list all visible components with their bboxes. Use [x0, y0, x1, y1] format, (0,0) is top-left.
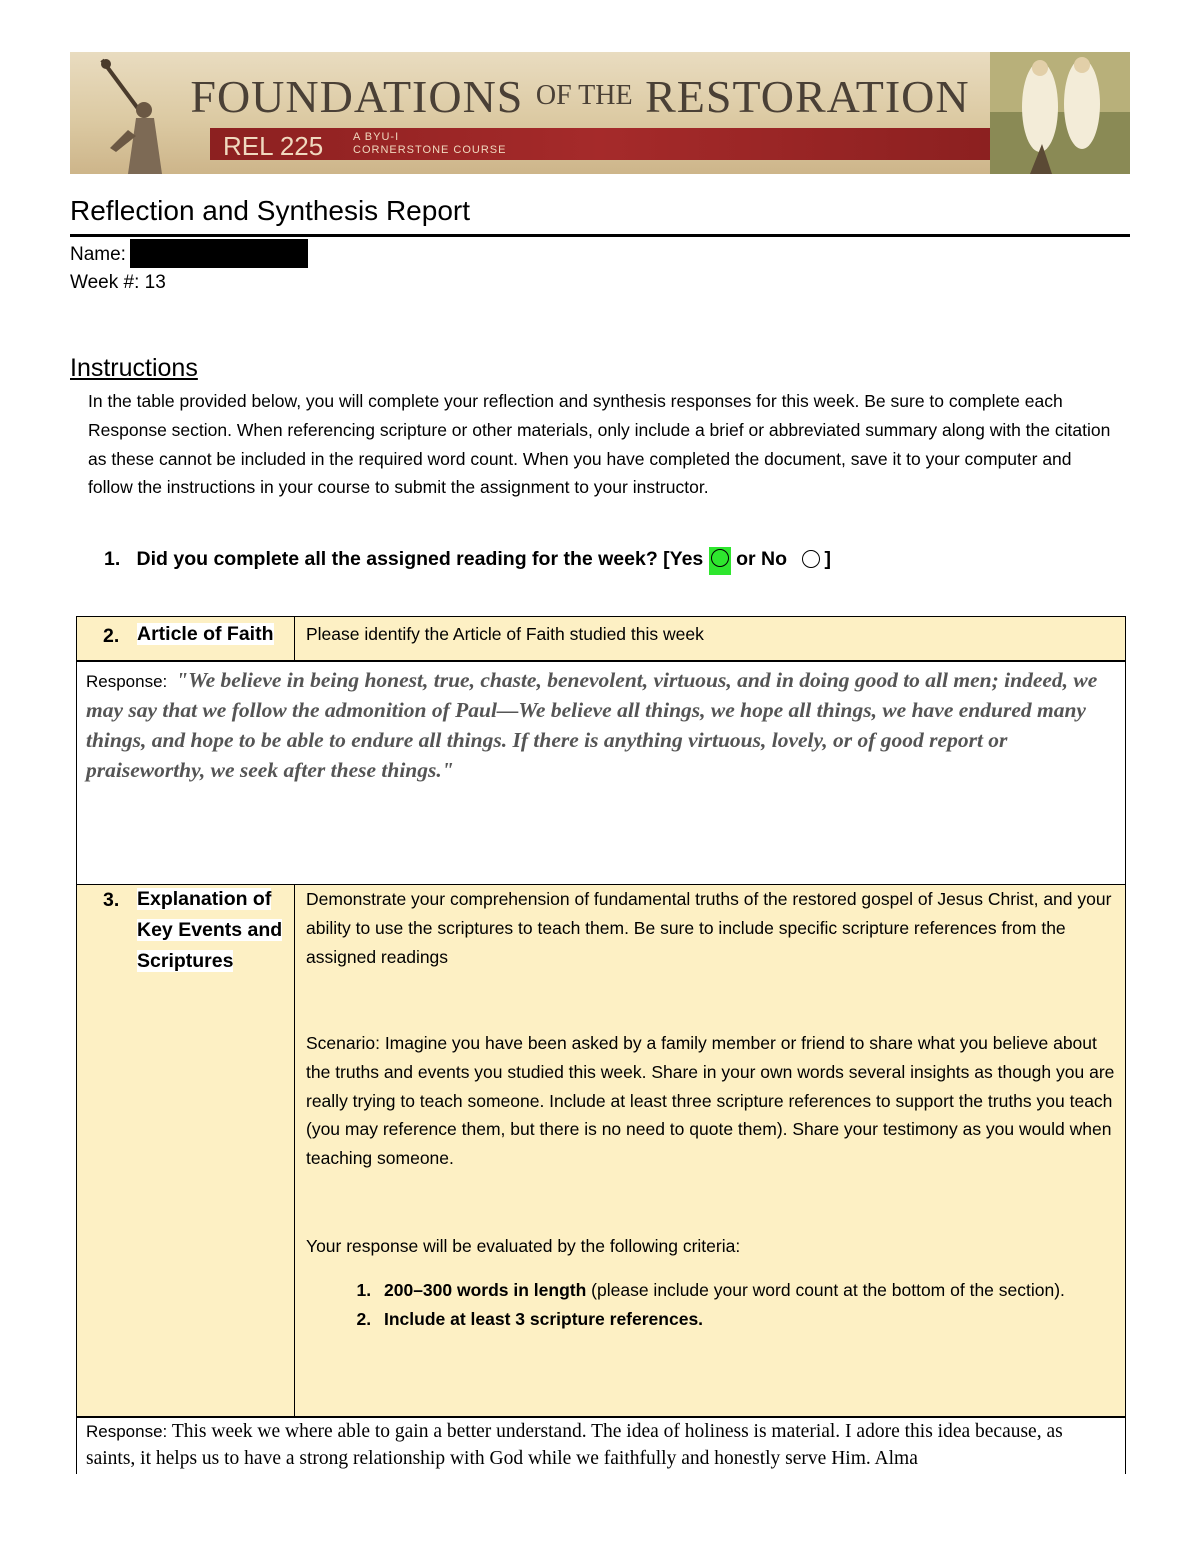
- redacted-name-box: [130, 239, 308, 268]
- section3-label-line2: Key Events and: [137, 919, 283, 941]
- section3-response: [86, 1418, 1116, 1472]
- section2-number: 2.: [103, 625, 120, 647]
- title-divider: [70, 234, 1130, 237]
- section2-label: [137, 619, 274, 650]
- section2-prompt: Please identify the Article of Faith studied this week: [306, 624, 704, 644]
- course-tag: [353, 131, 506, 157]
- section3-label-cell: [76, 884, 296, 1418]
- no-radio[interactable]: [802, 550, 820, 568]
- section3-criteria-list: [306, 1276, 1096, 1334]
- question-1: [104, 547, 831, 575]
- section3-response-label: Response:: [86, 1422, 168, 1441]
- section2-prompt-cell: [294, 616, 1126, 662]
- banner-title-restoration: RESTORATION: [645, 71, 970, 122]
- banner-title: [180, 70, 980, 123]
- section3-scenario-text: Imagine you have been asked by a family member or friend to share what you believe about the truths and events you studied this week. Share in your own words several insights as though you are really trying to teach someone. Include at least three scripture references to support the truths you teach (you may reference them, but there is no need to quote them). Share your testimony as you would when teaching someone.: [306, 1033, 1115, 1169]
- section3-criteria-intro: Your response will be evaluated by the following criteria:: [306, 1236, 741, 1256]
- criteria-1-rest: (please include your word count at the bottom of the section).: [591, 1280, 1065, 1300]
- section3-label-line3: Scriptures: [137, 950, 234, 972]
- section2-label-text: Article of Faith: [137, 623, 274, 645]
- question-1-text: Did you complete all the assigned reading for the week? [Yes: [136, 548, 704, 570]
- section2-response-label: Response:: [86, 672, 168, 691]
- criteria-item-2: [376, 1305, 1096, 1334]
- yes-radio[interactable]: [711, 549, 729, 567]
- course-banner: [70, 52, 1130, 174]
- section2-response-cell[interactable]: [76, 660, 1126, 886]
- question-1-or-no: or No: [736, 548, 788, 570]
- instructions-heading: Instructions: [70, 354, 198, 382]
- section2-label-cell: [76, 616, 296, 662]
- section3-prompt-cell: [294, 884, 1126, 1418]
- question-1-close: ]: [824, 548, 831, 570]
- course-tag-line1: A BYU-I: [353, 131, 400, 143]
- document-title: Reflection and Synthesis Report: [70, 195, 470, 226]
- section3-response-text: This week we where able to gain a better understand. The idea of holiness is material. I adore this idea because, as saints, it helps us to have a strong relationship with God while we faithfully and honestly serve Him. Alma: [86, 1421, 1063, 1469]
- section2-response-text: "We believe in being honest, true, chaste, benevolent, virtuous, and in doing good to all men; indeed, we may say that we follow the admonition of Paul—We believe all things, we hope all things, we have endured many things, and hope to be able to endure all things. If there is anything virtuous, lovely, or of good report or praiseworthy, we seek after these things.": [86, 668, 1098, 782]
- banner-title-of-the: OF THE: [535, 80, 633, 111]
- section3-label-line1: Explanation of: [137, 888, 272, 910]
- course-code: REL 225: [223, 131, 324, 161]
- section3-number: 3.: [103, 889, 120, 911]
- course-tag-line2: CORNERSTONE COURSE: [353, 144, 507, 156]
- section3-label: [137, 884, 282, 977]
- banner-title-foundations: FOUNDATIONS: [190, 71, 524, 122]
- instructions-body: In the table provided below, you will complete your reflection and synthesis responses for this week. Be sure to complete each Response section. When referencing scripture or other materials, only include a brief or abbreviated summary along with the citation as these cannot be included in the required word count. When you have completed the document, save it to your computer and follow the instructions in your course to submit the assignment to your instructor.: [88, 391, 1111, 498]
- section3-scenario: [306, 1029, 1116, 1173]
- criteria-item-1: [376, 1276, 1096, 1305]
- section2-response: [86, 665, 1106, 785]
- week-number: Week #: 13: [70, 272, 166, 293]
- banner-red-bar: [210, 128, 990, 160]
- section3-prompt: Demonstrate your comprehension of fundamental truths of the restored gospel of Jesus Christ, and your ability to use the scriptures to teach them. Be sure to include specific scripture references from the assigned readings: [306, 889, 1112, 967]
- criteria-2-bold: Include at least 3 scripture references.: [384, 1308, 704, 1329]
- name-label: Name:: [70, 244, 126, 265]
- section3-scenario-label: Scenario:: [306, 1033, 380, 1053]
- section3-response-cell[interactable]: [76, 1416, 1126, 1474]
- question-1-number: 1.: [104, 548, 121, 570]
- criteria-1-bold: 200–300 words in length: [384, 1280, 587, 1300]
- yes-radio-highlight: [709, 547, 731, 575]
- heavenly-messengers-art-icon: [990, 52, 1130, 174]
